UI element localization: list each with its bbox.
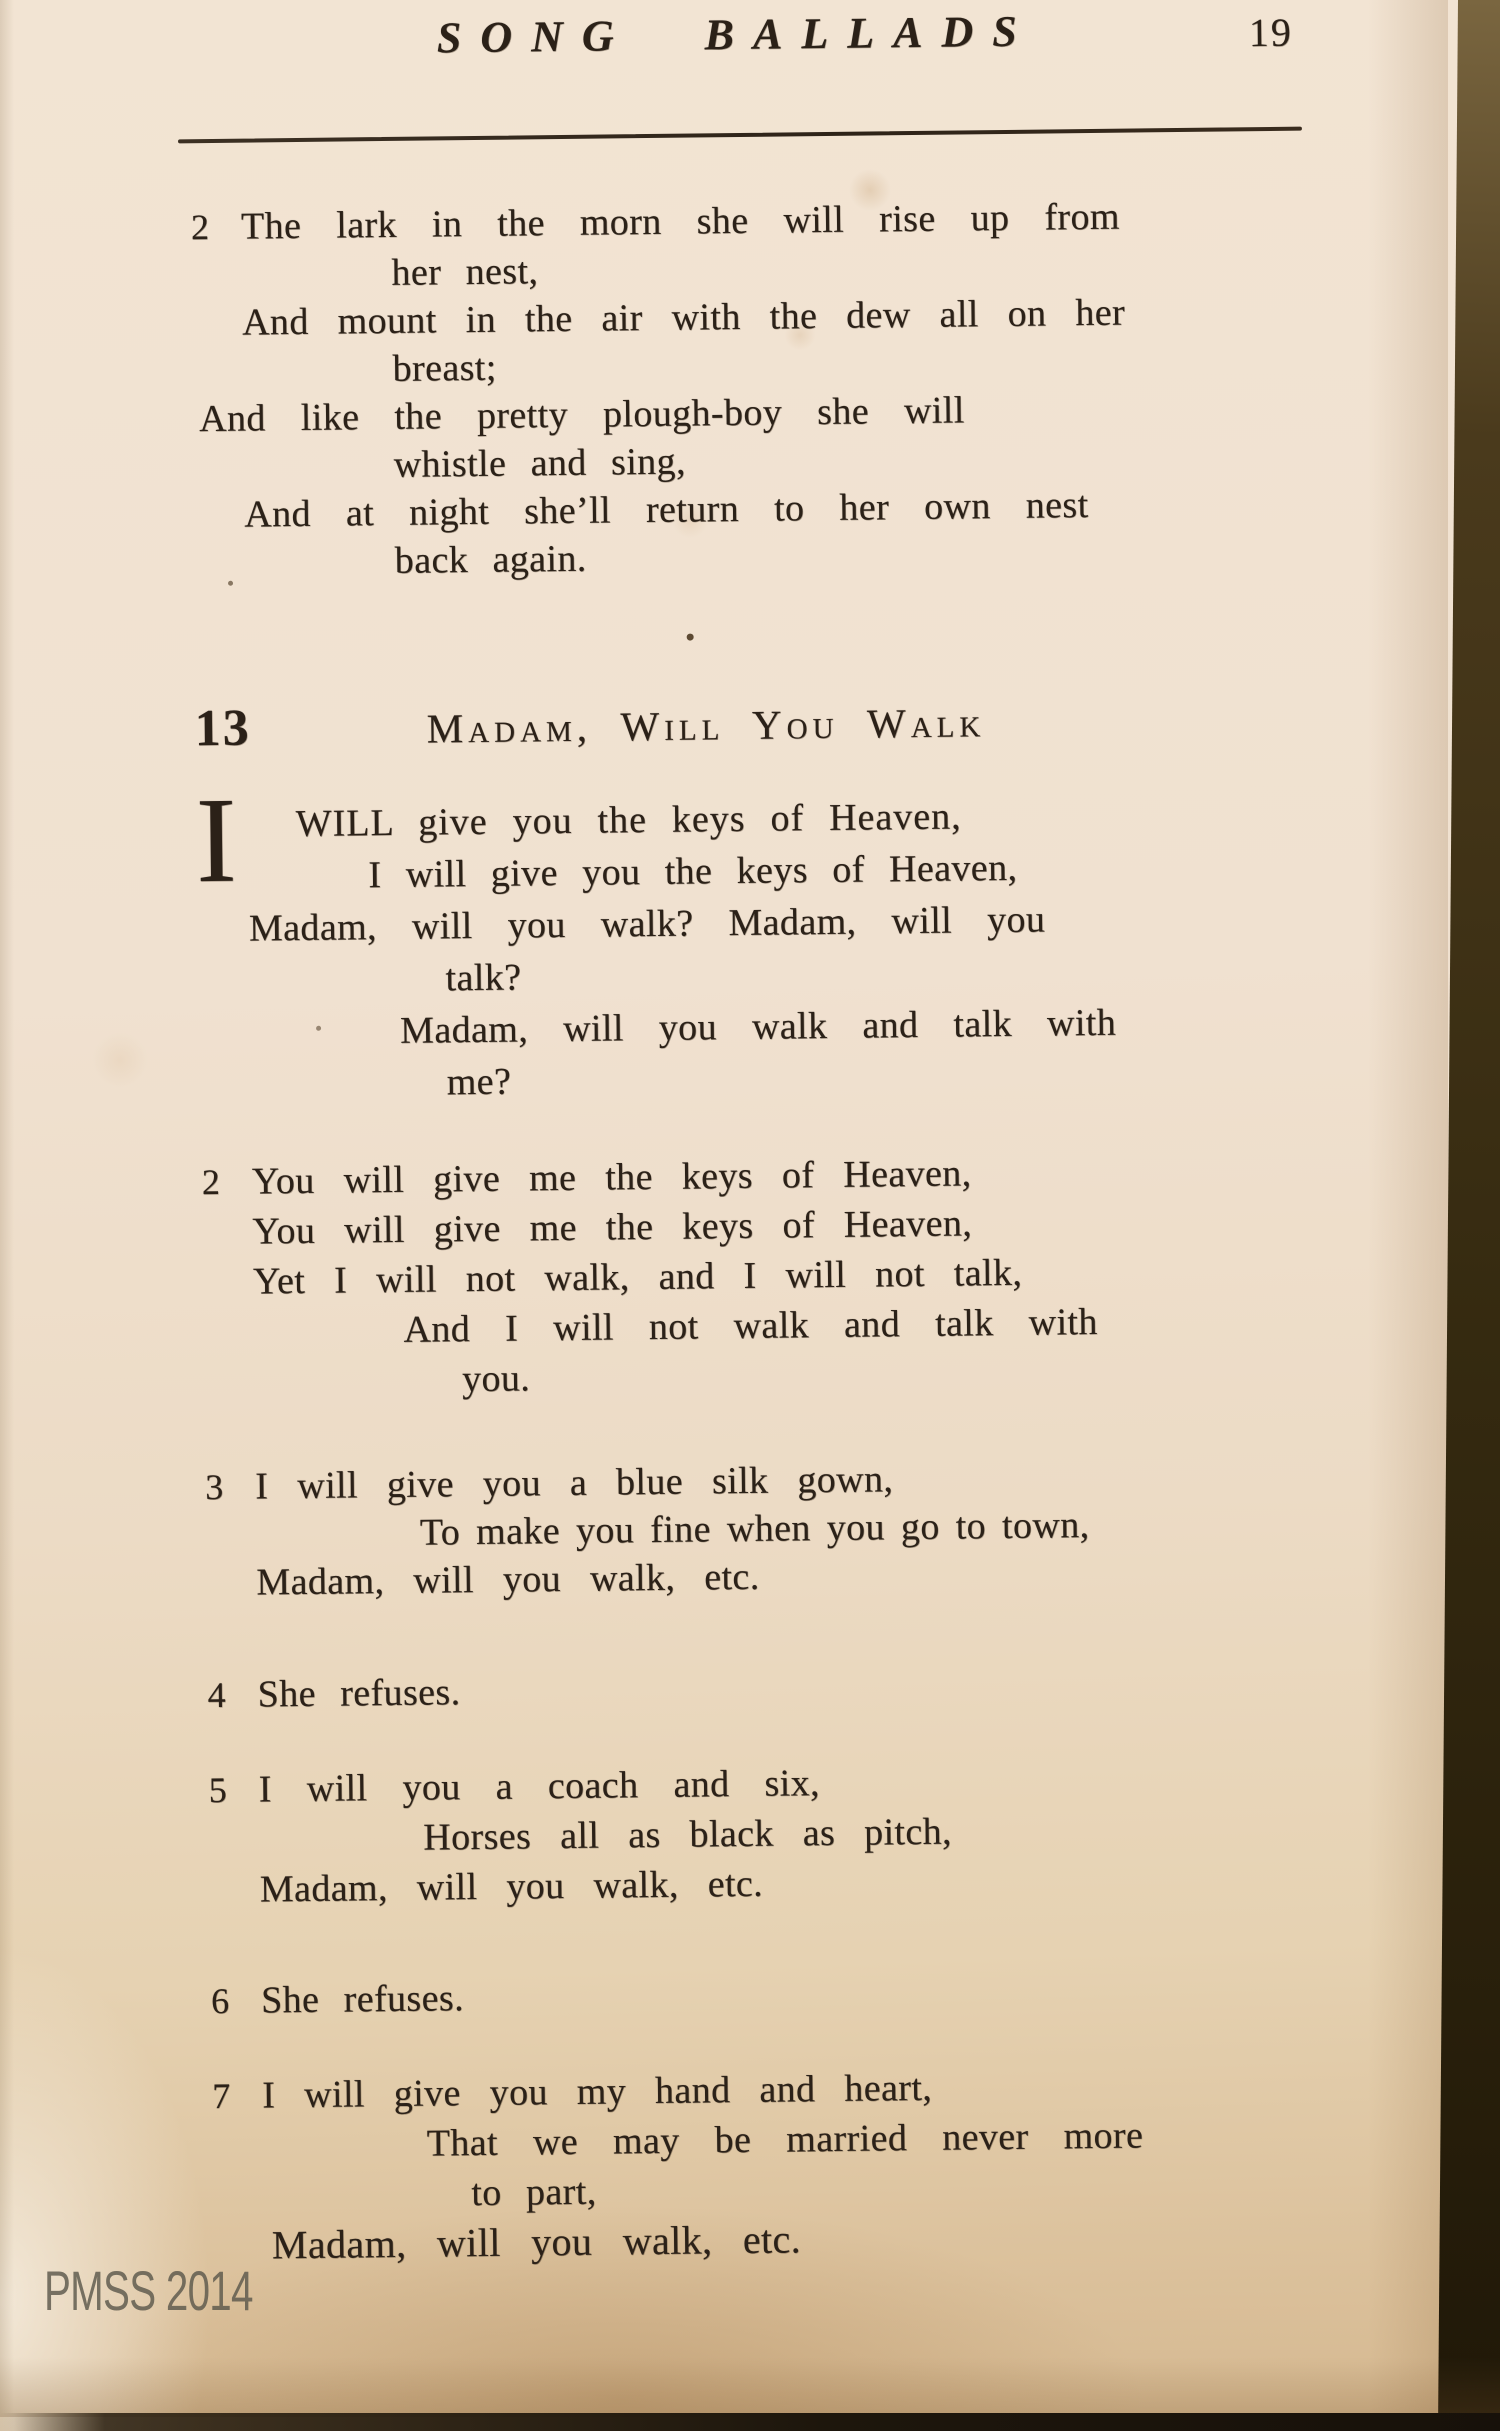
verse-line: I will give you the keys of Heaven, [368, 846, 1018, 897]
verse-line [17, 1657, 1457, 1721]
verse-2 [12, 1143, 1455, 1409]
ink-speck [228, 581, 233, 586]
ink-speck [316, 1026, 321, 1031]
verse-line: me? [446, 1060, 512, 1104]
verse-line: to part, [471, 2170, 597, 2215]
right-edge-shadow [1368, 0, 1448, 2431]
verse-7 [22, 2057, 1464, 2273]
verse-line: Yet I will not walk, and I will not talk, [252, 1251, 1023, 1303]
watermark: PMSS 2014 [44, 2259, 253, 2322]
ink-speck [687, 634, 694, 641]
verse-line: Madam, will you walk? Madam, will you [248, 898, 1046, 950]
verse-line-text: The lark in the morn she will rise up from [240, 195, 1121, 248]
verse-number: 4 [207, 1674, 227, 1716]
verse-line: That we may be married never more [426, 2114, 1144, 2165]
verse-line-text: You will give me the keys of Heaven, [251, 1152, 972, 1203]
verse-number: 5 [208, 1769, 228, 1811]
song-heading [6, 685, 1447, 771]
verse-1 [7, 772, 1450, 1113]
header-rule [178, 127, 1302, 144]
verse-number: 2 [201, 1161, 221, 1203]
verse-6 [21, 1963, 1461, 2027]
verse-line: And at night she’ll return to her own nest [244, 484, 1089, 536]
verse-line: And like the pretty plough-boy she will [198, 389, 965, 441]
verse-4 [17, 1657, 1457, 1721]
verse-number: 7 [211, 2075, 231, 2117]
verse-line [21, 1963, 1461, 2027]
verse-line: You will give me the keys of Heaven, [252, 1202, 973, 1253]
verse-line-text: She refuses. [257, 1671, 461, 1716]
verse-line: talk? [445, 956, 522, 1000]
verse-line-text: I will you a coach and six, [258, 1762, 821, 1811]
verse-5 [18, 1751, 1460, 1917]
verse-line-text: I will give you my hand and heart, [261, 2066, 933, 2117]
verse-line: back again. [394, 537, 587, 582]
verse-line: Madam, will you walk, etc. [259, 1862, 764, 1911]
verse-line-text: She refuses. [260, 1977, 465, 2022]
verse-line: Madam, will you walk, etc. [271, 2216, 802, 2268]
book-edge-bottom [0, 2413, 1500, 2431]
verse-line: whistle and sing, [393, 440, 687, 486]
verse-line: her nest, [391, 250, 539, 294]
verse-line: you. [461, 1357, 531, 1401]
verse-line-text: I will give you a blue silk gown, [255, 1458, 894, 1508]
verse-number: 3 [205, 1466, 224, 1508]
drop-cap: I [195, 772, 238, 909]
verse-number: 2 [190, 206, 210, 248]
verse-line: Madam, will you walk and talk with [399, 1001, 1117, 1052]
verse-number: 6 [210, 1980, 230, 2022]
verse-line: And mount in the air with the dew all on her [241, 291, 1126, 344]
song-title: Madam, Will You Walk [426, 699, 986, 752]
verse-line: To make you fine when you go to town, [419, 1504, 1090, 1554]
verse-line: Horses all as black as pitch, [423, 1810, 953, 1859]
verse-3 [15, 1449, 1457, 1609]
carryover-verse [1, 189, 1445, 589]
verse-line: And I will not walk and talk with [403, 1300, 1099, 1351]
page-header-title: SONG BALLADS [436, 6, 1036, 63]
page-number: 19 [1248, 9, 1294, 56]
page-edge-left [0, 0, 14, 2431]
bottom-edge-shadow [0, 2357, 1500, 2417]
verse-line: WILL give you the keys of Heaven, [295, 795, 962, 846]
verse-line: breast; [392, 346, 497, 390]
verse-line: Madam, will you walk, etc. [256, 1555, 760, 1604]
song-number: 13 [194, 699, 252, 758]
